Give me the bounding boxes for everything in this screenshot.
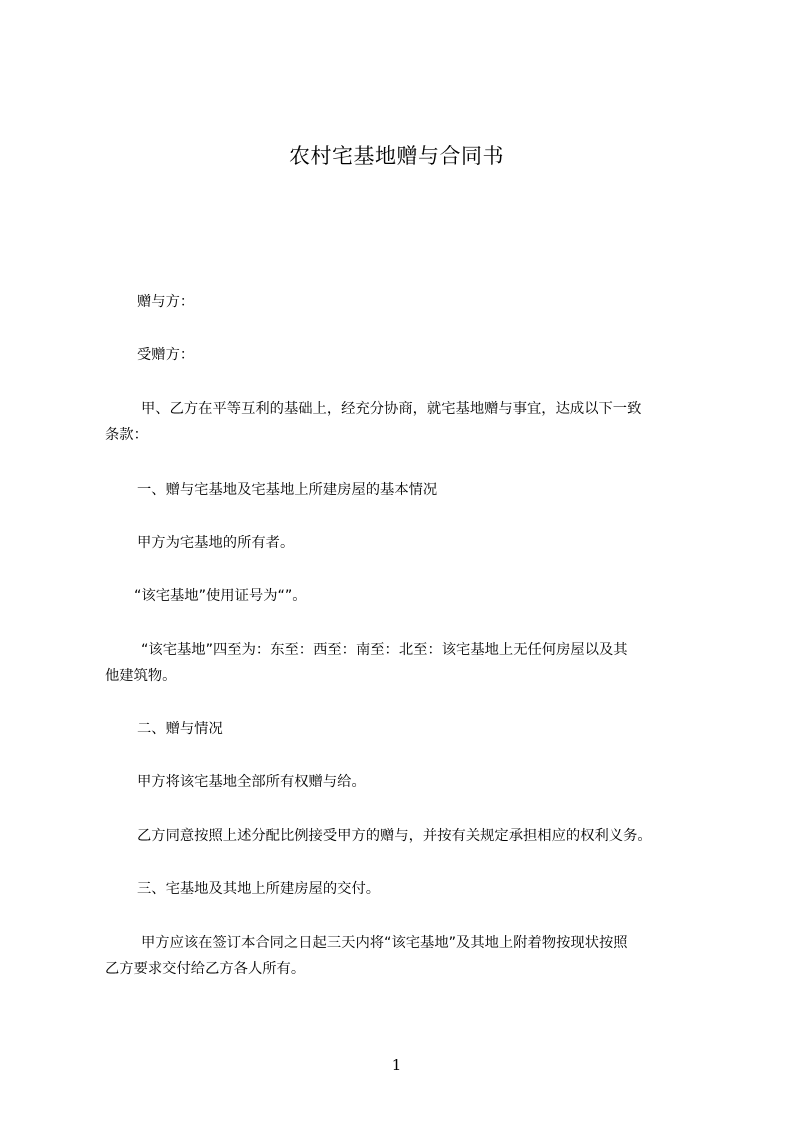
donee-line: 受赠方： [137, 347, 195, 363]
certificate-paragraph: “该宅基地”使用证号为“”。 [134, 588, 307, 604]
boundaries-paragraph [105, 640, 628, 684]
section-3-heading: 三、宅基地及其地上所建房屋的交付。 [137, 881, 381, 897]
section-2-heading: 二、赠与情况 [137, 721, 223, 737]
boundaries-line-1: “该宅基地”四至为：东至：西至：南至：北至：该宅基地上无任何房屋以及其 [141, 642, 628, 658]
consent-paragraph: 乙方同意按照上述分配比例接受甲方的赠与，并按有关规定承担相应的权利义务。 [137, 828, 652, 844]
delivery-line-2: 乙方要求交付给乙方各人所有。 [105, 961, 306, 977]
document-title: 农村宅基地赠与合同书 [289, 144, 504, 168]
delivery-line-1: 甲方应该在签订本合同之日起三天内将“该宅基地”及其地上附着物按现状按照 [141, 935, 628, 951]
intro-line-1: 甲、乙方在平等互利的基础上，经充分协商，就宅基地赠与事宜，达成以下一致 [141, 401, 642, 417]
page-number: 1 [391, 1056, 402, 1074]
donor-line: 赠与方： [137, 294, 195, 310]
intro-paragraph [105, 399, 642, 443]
section-1-heading: 一、赠与宅基地及宅基地上所建房屋的基本情况 [137, 482, 438, 498]
delivery-paragraph [105, 933, 628, 977]
owner-paragraph: 甲方为宅基地的所有者。 [137, 535, 295, 551]
intro-line-2: 条款： [105, 427, 148, 443]
gift-paragraph: 甲方将该宅基地全部所有权赠与给。 [137, 774, 366, 790]
boundaries-line-2: 他建筑物。 [105, 668, 177, 684]
